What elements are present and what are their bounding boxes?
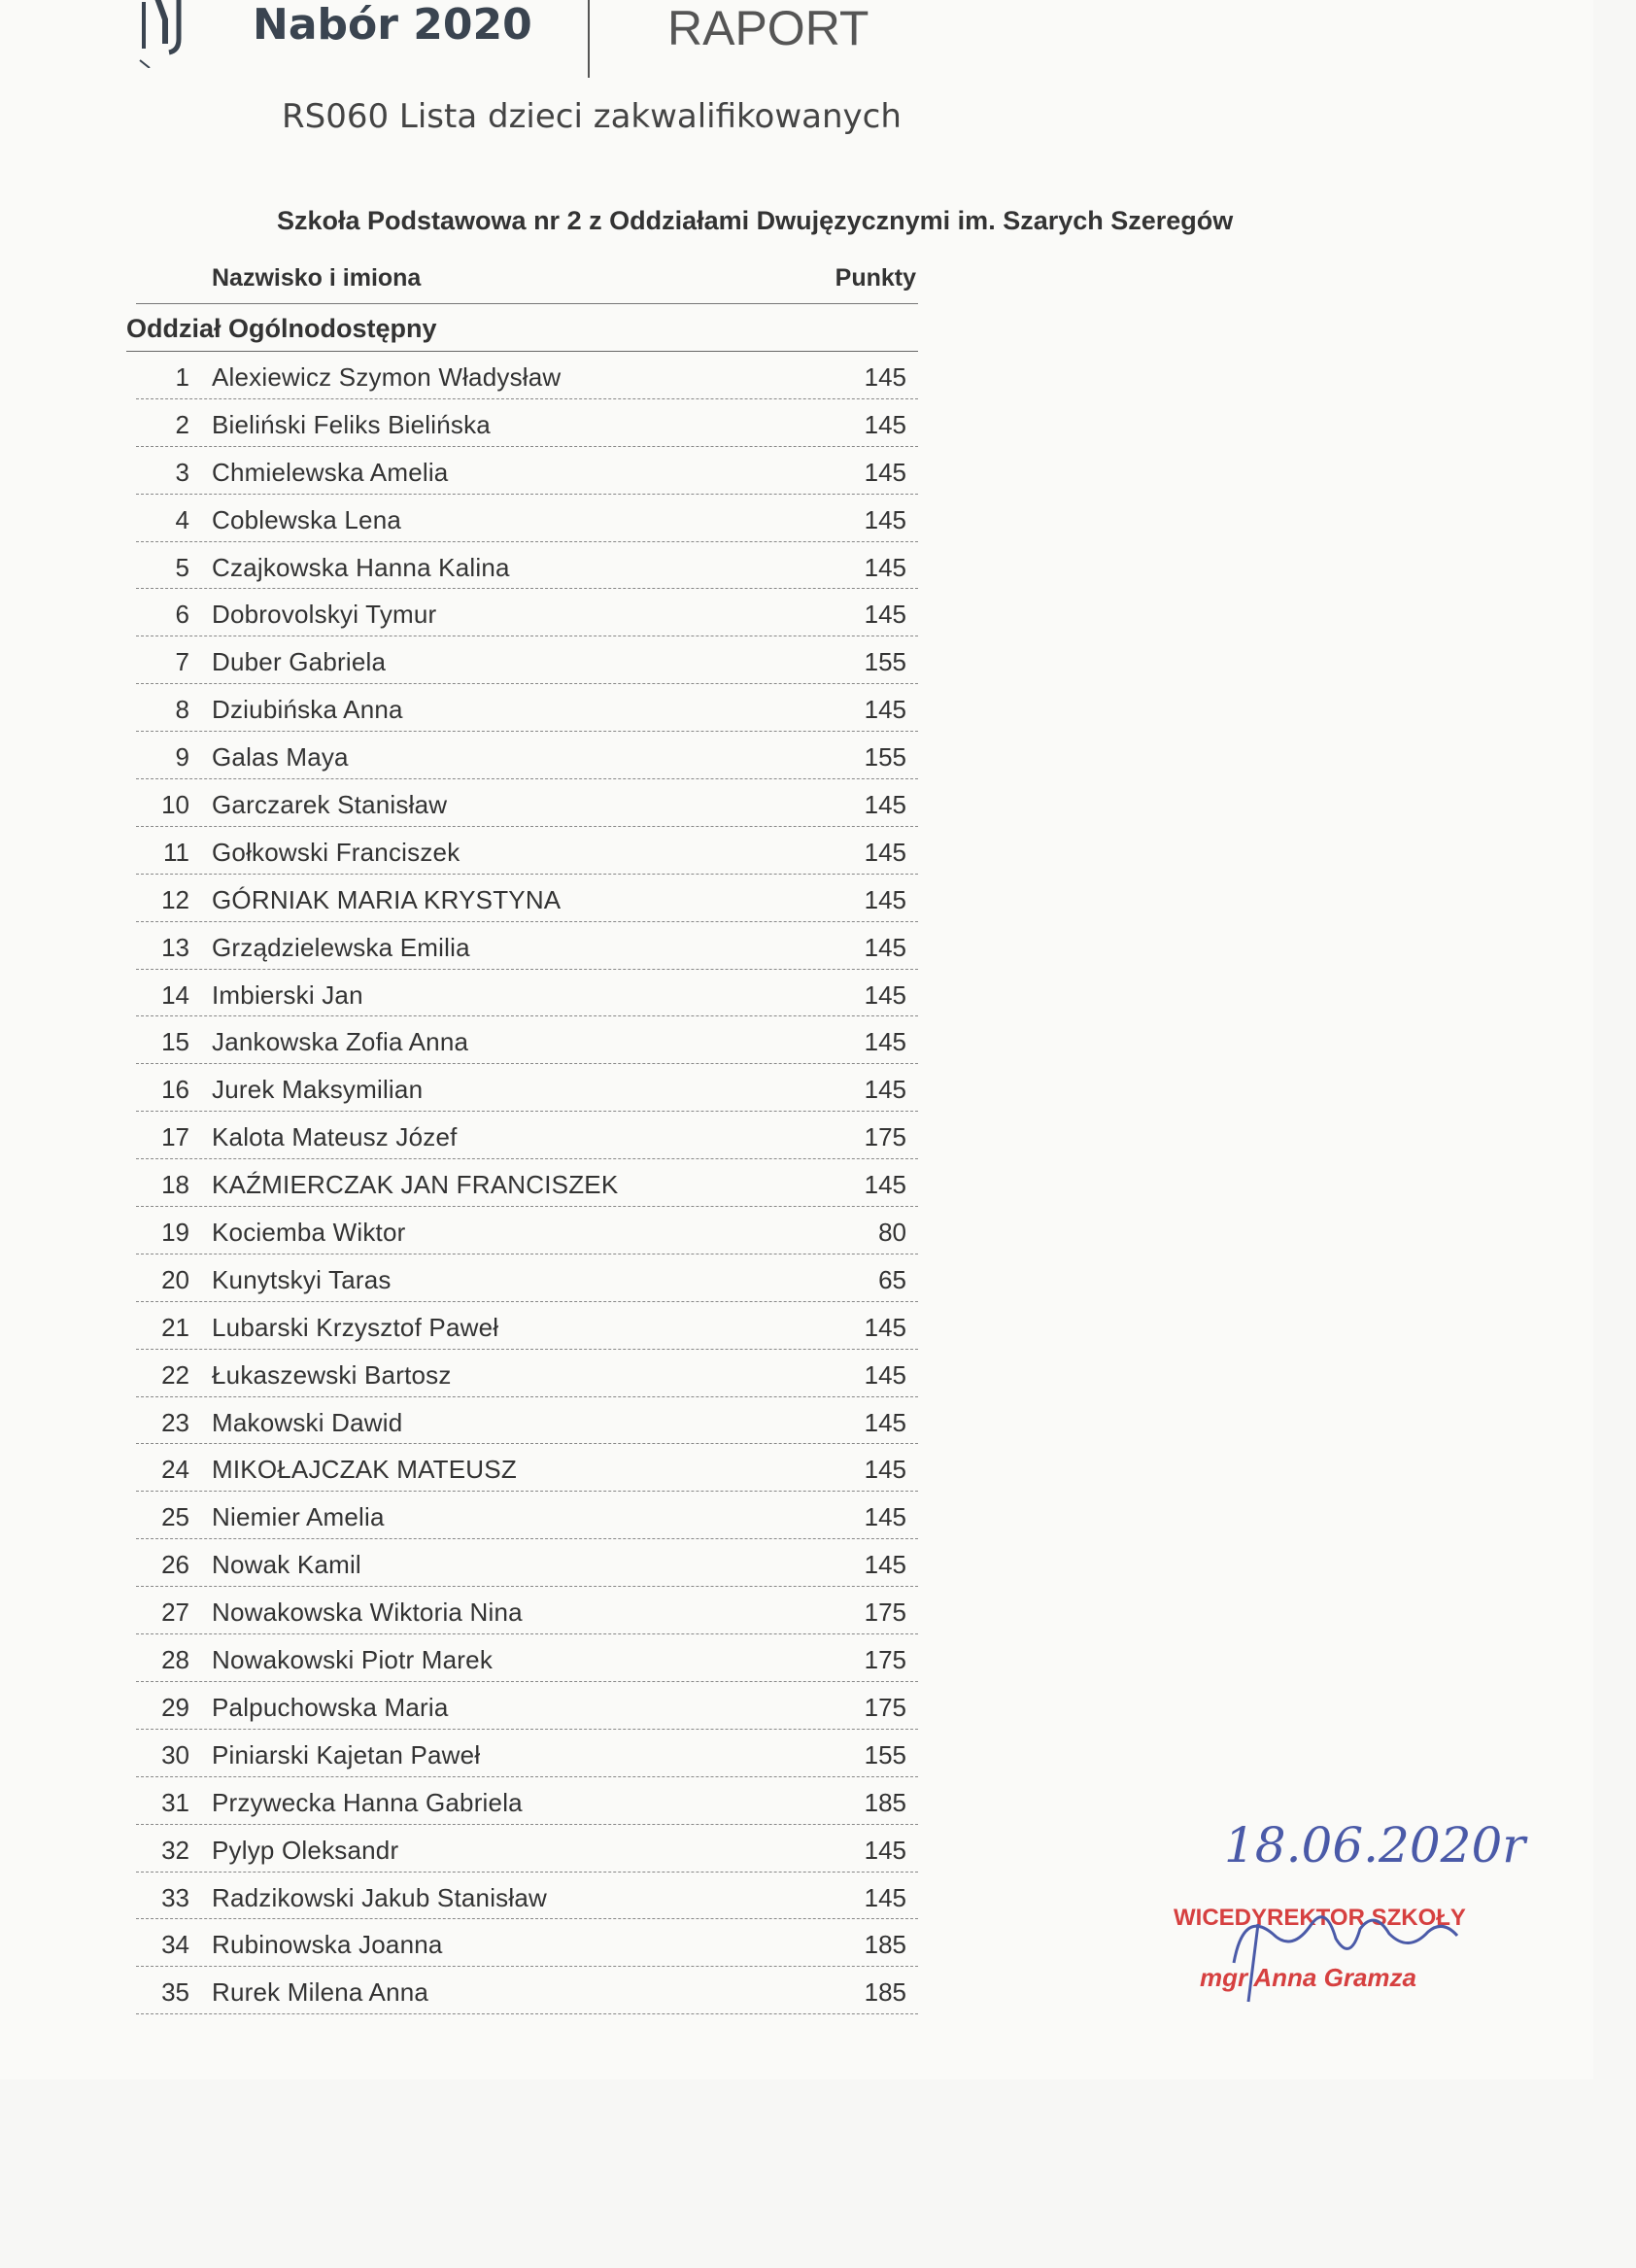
table-header [136,260,918,304]
row-number: 4 [175,504,189,534]
row-points: 145 [864,1455,906,1485]
child-name: Makowski Dawid [212,1407,403,1437]
row-number: 3 [175,457,189,487]
row-number: 33 [161,1882,189,1912]
row-number: 32 [161,1835,189,1865]
row-number: 19 [161,1218,189,1248]
report-header [136,0,913,83]
row-points: 145 [864,979,906,1010]
row-number: 6 [175,600,189,630]
row-points: 145 [864,1075,906,1105]
child-name: Nowakowski Piotr Marek [212,1645,494,1675]
child-name: Piniarski Kajetan Paweł [212,1739,481,1770]
table-row [136,1444,918,1492]
table-row [136,352,918,399]
child-name: Radzikowski Jakub Stanisław [212,1882,547,1912]
row-number: 17 [161,1122,189,1152]
row-number: 14 [161,979,189,1010]
row-points: 145 [864,884,906,914]
child-name: Pylyp Oleksandr [212,1835,399,1865]
row-number: 35 [161,1977,189,2008]
row-points: 145 [864,457,906,487]
table-row [136,1539,918,1587]
table-row [136,875,918,922]
stamp-name: mgr Anna Gramza [1200,1963,1416,1992]
child-name: Rurek Milena Anna [212,1977,429,2008]
row-points: 145 [864,1170,906,1200]
child-name: Kunytskyi Taras [212,1264,392,1294]
table-row [136,684,918,732]
table-row [136,827,918,875]
table-row [136,1777,918,1825]
child-name: Bieliński Feliks Bielińska [212,409,491,439]
table-row [136,636,918,684]
row-number: 5 [175,552,189,582]
row-number: 15 [161,1027,189,1057]
table-row [136,1825,918,1873]
child-name: Łukaszewski Bartosz [212,1359,452,1390]
row-number: 8 [175,695,189,725]
row-number: 23 [161,1407,189,1437]
row-points: 155 [864,742,906,773]
signature-date: 18.06.2020r [1224,1817,1526,1873]
row-number: 7 [175,647,189,677]
row-number: 18 [161,1170,189,1200]
child-name: Kalota Mateusz Józef [212,1122,458,1152]
stamp-role: WICEDYREKTOR SZKOŁY [1174,1905,1466,1931]
table-row [136,542,918,590]
table-row [136,399,918,447]
row-number: 22 [161,1359,189,1390]
column-header-name: Nazwisko i imiona [212,264,422,292]
row-number: 1 [175,362,189,392]
row-number: 12 [161,884,189,914]
child-name: Imbierski Jan [212,979,363,1010]
table-row [136,1302,918,1350]
row-points: 145 [864,600,906,630]
child-name: Galas Maya [212,742,349,773]
child-name: Kociemba Wiktor [212,1218,406,1248]
report-subtitle: RS060 Lista dzieci zakwalifikowanych [282,97,902,136]
row-points: 175 [864,1645,906,1675]
table-row [136,732,918,779]
child-name: Nowakowska Wiktoria Nina [212,1598,523,1628]
child-name: MIKOŁAJCZAK MATEUSZ [212,1455,517,1485]
table-row [136,1730,918,1777]
row-number: 30 [161,1739,189,1770]
table-row [136,1492,918,1539]
child-name: Niemier Amelia [212,1502,385,1532]
child-name: GÓRNIAK MARIA KRYSTYNA [212,884,562,914]
school-name: Szkoła Podstawowa nr 2 z Oddziałami Dwujęzycznymi im. Szarych Szeregów [277,206,1234,235]
header-divider [588,0,590,78]
row-points: 145 [864,1550,906,1580]
table-body [136,352,918,2014]
row-points: 145 [864,1312,906,1342]
table-row [136,1682,918,1730]
table-row [136,779,918,827]
table-row [136,1064,918,1112]
row-points: 145 [864,932,906,962]
row-number: 28 [161,1645,189,1675]
row-number: 9 [175,742,189,773]
row-points: 185 [864,1977,906,2008]
child-name: Jankowska Zofia Anna [212,1027,469,1057]
row-points: 145 [864,837,906,867]
row-points: 80 [878,1218,906,1248]
child-name: Rubinowska Joanna [212,1930,443,1960]
row-number: 20 [161,1264,189,1294]
child-name: Jurek Maksymilian [212,1075,424,1105]
table-row [136,922,918,970]
row-points: 145 [864,1027,906,1057]
table-row [136,1397,918,1445]
section-title: Oddział Ogólnodostępny [126,314,437,343]
row-number: 2 [175,409,189,439]
child-name: KAŹMIERCZAK JAN FRANCISZEK [212,1170,619,1200]
row-points: 185 [864,1787,906,1817]
brand-title: Nabór 2020 [253,0,532,50]
child-name: Palpuchowska Maria [212,1692,449,1722]
report-label: RAPORT [667,1,869,55]
child-name: Alexiewicz Szymon Władysław [212,362,562,392]
table-row [136,1350,918,1397]
row-points: 65 [878,1264,906,1294]
child-name: Garczarek Stanisław [212,790,448,820]
row-number: 10 [161,790,189,820]
row-points: 145 [864,1407,906,1437]
section-row [126,304,918,352]
child-name: Duber Gabriela [212,647,387,677]
child-name: Gołkowski Franciszek [212,837,460,867]
table-row [136,495,918,542]
row-points: 145 [864,1835,906,1865]
table-row [136,1587,918,1634]
table-row [136,1634,918,1682]
row-number: 27 [161,1598,189,1628]
row-points: 145 [864,695,906,725]
table-row [136,589,918,636]
row-points: 145 [864,790,906,820]
child-name: Coblewska Lena [212,504,402,534]
table-row [136,1873,918,1920]
column-header-points: Punkty [835,264,916,292]
row-points: 145 [864,504,906,534]
row-number: 31 [161,1787,189,1817]
row-points: 145 [864,1882,906,1912]
table-row [136,1919,918,1967]
row-points: 145 [864,409,906,439]
table-row [136,1016,918,1064]
row-number: 11 [163,837,189,867]
row-points: 145 [864,552,906,582]
child-name: Czajkowska Hanna Kalina [212,552,510,582]
row-points: 175 [864,1692,906,1722]
row-number: 34 [161,1930,189,1960]
children-table [126,260,918,2014]
row-number: 21 [161,1312,189,1342]
row-number: 26 [161,1550,189,1580]
row-number: 25 [161,1502,189,1532]
row-points: 155 [864,1739,906,1770]
row-points: 175 [864,1598,906,1628]
table-row [136,1159,918,1207]
child-name: Dobrovolskyi Tymur [212,600,437,630]
row-number: 24 [161,1455,189,1485]
child-name: Przywecka Hanna Gabriela [212,1787,523,1817]
logo-icon [136,0,204,68]
child-name: Dziubińska Anna [212,695,403,725]
child-name: Nowak Kamil [212,1550,361,1580]
child-name: Lubarski Krzysztof Paweł [212,1312,499,1342]
row-points: 155 [864,647,906,677]
row-points: 175 [864,1122,906,1152]
row-points: 185 [864,1930,906,1960]
table-row [136,1112,918,1159]
table-row [136,970,918,1017]
row-number: 13 [161,932,189,962]
table-row [136,1967,918,2014]
table-row [136,1207,918,1254]
table-row [136,447,918,495]
signature-stamp [1166,1817,1535,2011]
child-name: Grządzielewska Emilia [212,932,470,962]
row-points: 145 [864,362,906,392]
row-number: 29 [161,1692,189,1722]
row-number: 16 [161,1075,189,1105]
row-points: 145 [864,1502,906,1532]
child-name: Chmielewska Amelia [212,457,449,487]
row-points: 145 [864,1359,906,1390]
table-row [136,1254,918,1302]
